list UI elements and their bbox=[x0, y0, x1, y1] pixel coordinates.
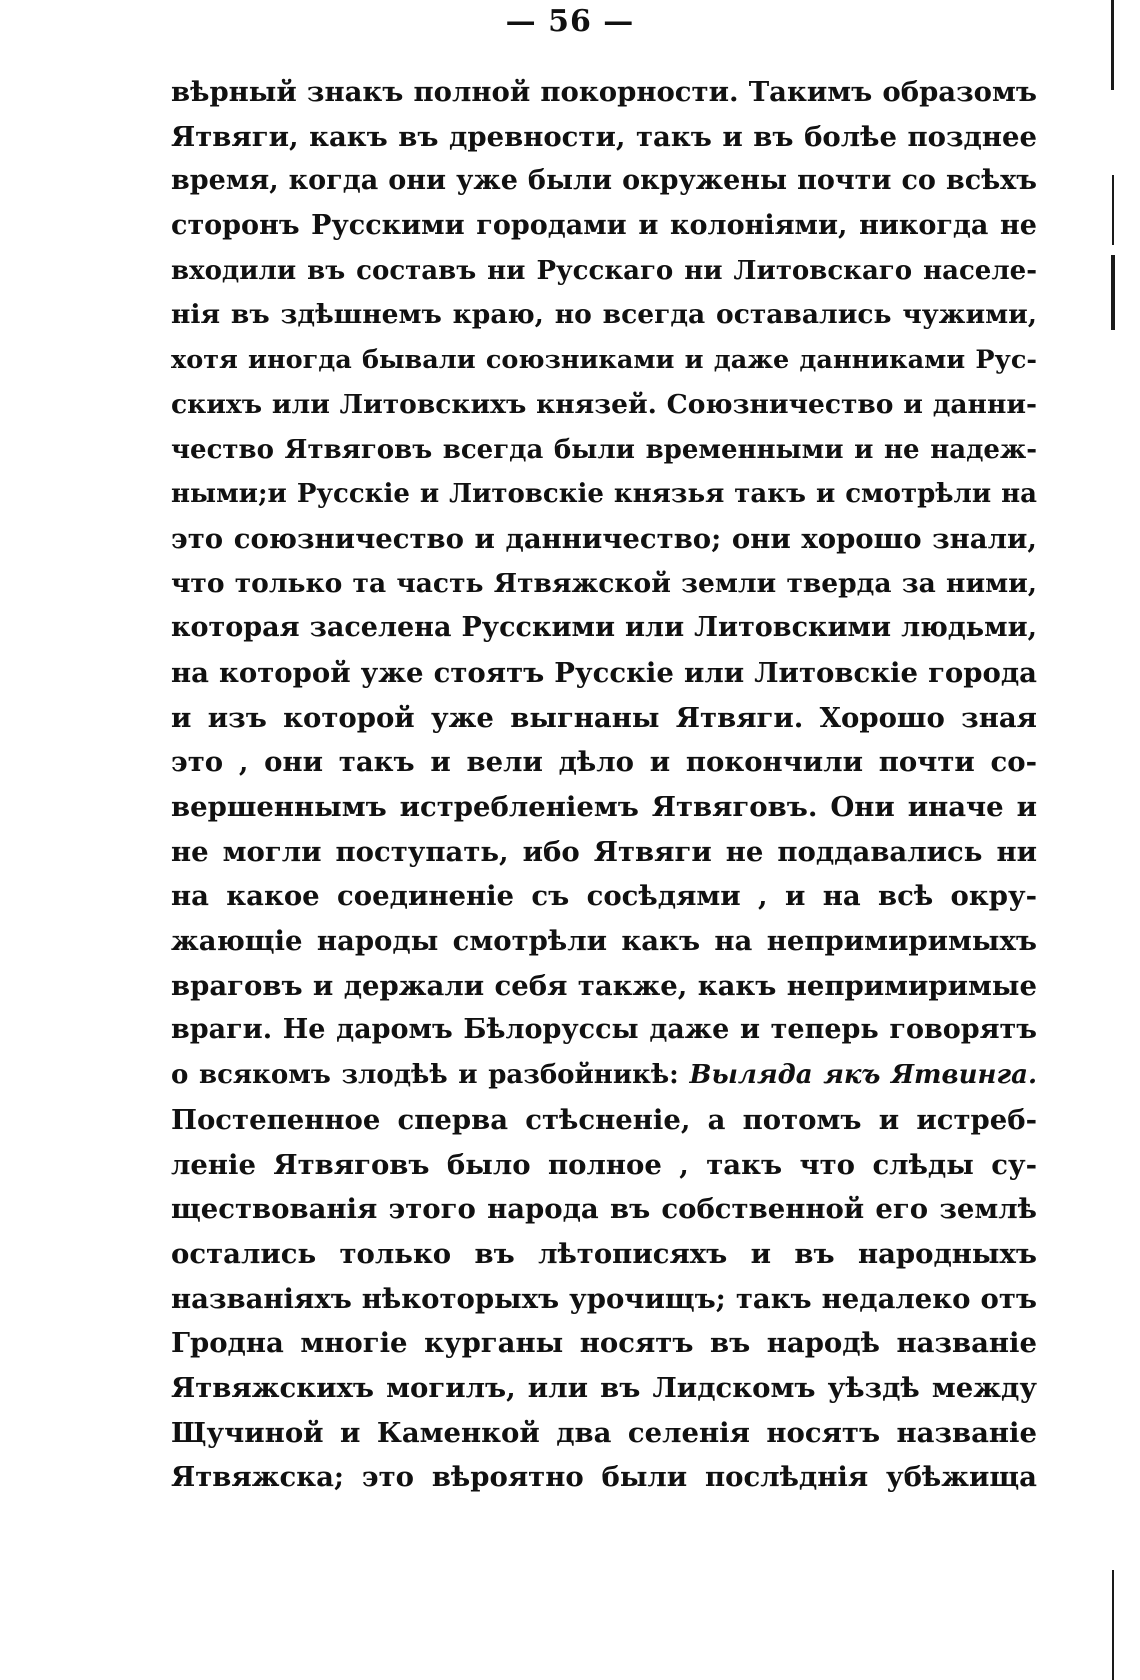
text-line: и изъ которой уже выгнаны Ятвяги. Хорошо зная bbox=[171, 701, 1037, 734]
edge-line-mid-2 bbox=[1111, 255, 1115, 330]
text-line: не могли поступать, ибо Ятвяги не поддавались ни bbox=[171, 835, 1037, 868]
text-line: враги. Не даромъ Бѣлоруссы даже и теперь говорятъ bbox=[171, 1014, 1037, 1046]
text-line: Ятвяжска; это вѣроятно были послѣднія убѣжища bbox=[171, 1461, 1037, 1494]
text-line: чество Ятвяговъ всегда были временными и не надеж- bbox=[171, 434, 1037, 465]
italic-quote: Выляда якъ Ятвинга. bbox=[689, 1060, 1037, 1091]
text-line: на которой уже стоятъ Русскіе или Литовскіе города bbox=[171, 656, 1037, 689]
text-line: на какое соединеніе съ сосѣдями , и на всѣ окру- bbox=[171, 880, 1037, 913]
text-line: которая заселена Русскими или Литовскими людьми, bbox=[171, 612, 1037, 644]
text-line: это , они такъ и вели дѣло и покончили почти со- bbox=[171, 746, 1037, 779]
text-line: ными;и Русскіе и Литовскіе князья такъ и смотрѣли на bbox=[171, 479, 1037, 510]
edge-line-mid bbox=[1112, 175, 1114, 245]
text-line: вѣрный знакъ полной покорности. Такимъ образомъ bbox=[171, 76, 1037, 108]
text-line: ществованія этого народа въ собственной его землѣ bbox=[171, 1193, 1037, 1226]
edge-line-bottom bbox=[1112, 1570, 1114, 1680]
text-line-with-quote bbox=[171, 1053, 1037, 1098]
text-line: нія въ здѣшнемъ краю, но всегда оставались чужими, bbox=[171, 299, 1037, 331]
text-line: названіяхъ нѣкоторыхъ урочищъ; такъ недалеко отъ bbox=[171, 1282, 1037, 1315]
text-line: скихъ или Литовскихъ князей. Союзничество и данни- bbox=[171, 388, 1037, 420]
edge-line-top bbox=[1111, 0, 1114, 90]
text-line: враговъ и держали себя также, какъ непримиримые bbox=[171, 969, 1037, 1002]
text-line: Ятвяги, какъ въ древности, такъ и въ болѣе позднее bbox=[171, 120, 1037, 153]
text-line-prefix: о всякомъ злодѣѣ и разбойникѣ: bbox=[171, 1060, 679, 1091]
text-line: что только та часть Ятвяжской земли тверда за ними, bbox=[171, 567, 1037, 599]
text-line: Щучиной и Каменкой два селенія носятъ названіе bbox=[171, 1416, 1037, 1449]
text-line: сторонъ Русскими городами и колоніями, никогда не bbox=[171, 210, 1037, 242]
text-line: время, когда они уже были окружены почти со всѣхъ bbox=[171, 165, 1037, 197]
text-line: Ятвяжскихъ могилъ, или въ Лидскомъ уѣздѣ между bbox=[171, 1371, 1037, 1404]
text-line: входили въ составъ ни Русскаго ни Литовскаго населе- bbox=[171, 255, 1037, 286]
text-line: хотя иногда бывали союзниками и даже данниками Рус- bbox=[171, 345, 1037, 376]
text-line: леніе Ятвяговъ было полное , такъ что слѣды су- bbox=[171, 1148, 1037, 1181]
text-line: Гродна многіе курганы носятъ въ народѣ названіе bbox=[171, 1327, 1037, 1360]
text-block bbox=[171, 70, 1037, 1500]
text-line: это союзничество и данничество; они хорошо знали, bbox=[171, 522, 1037, 555]
text-line: вершеннымъ истребленіемъ Ятвяговъ. Они иначе и bbox=[171, 791, 1037, 823]
text-line: жающіе народы смотрѣли какъ на непримиримыхъ bbox=[171, 925, 1037, 958]
page-number: — 56 — bbox=[505, 4, 635, 39]
text-line: остались только въ лѣтописяхъ и въ народныхъ bbox=[171, 1237, 1037, 1270]
text-line: Постепенное сперва стѣсненіе, а потомъ и истреб- bbox=[171, 1103, 1037, 1136]
